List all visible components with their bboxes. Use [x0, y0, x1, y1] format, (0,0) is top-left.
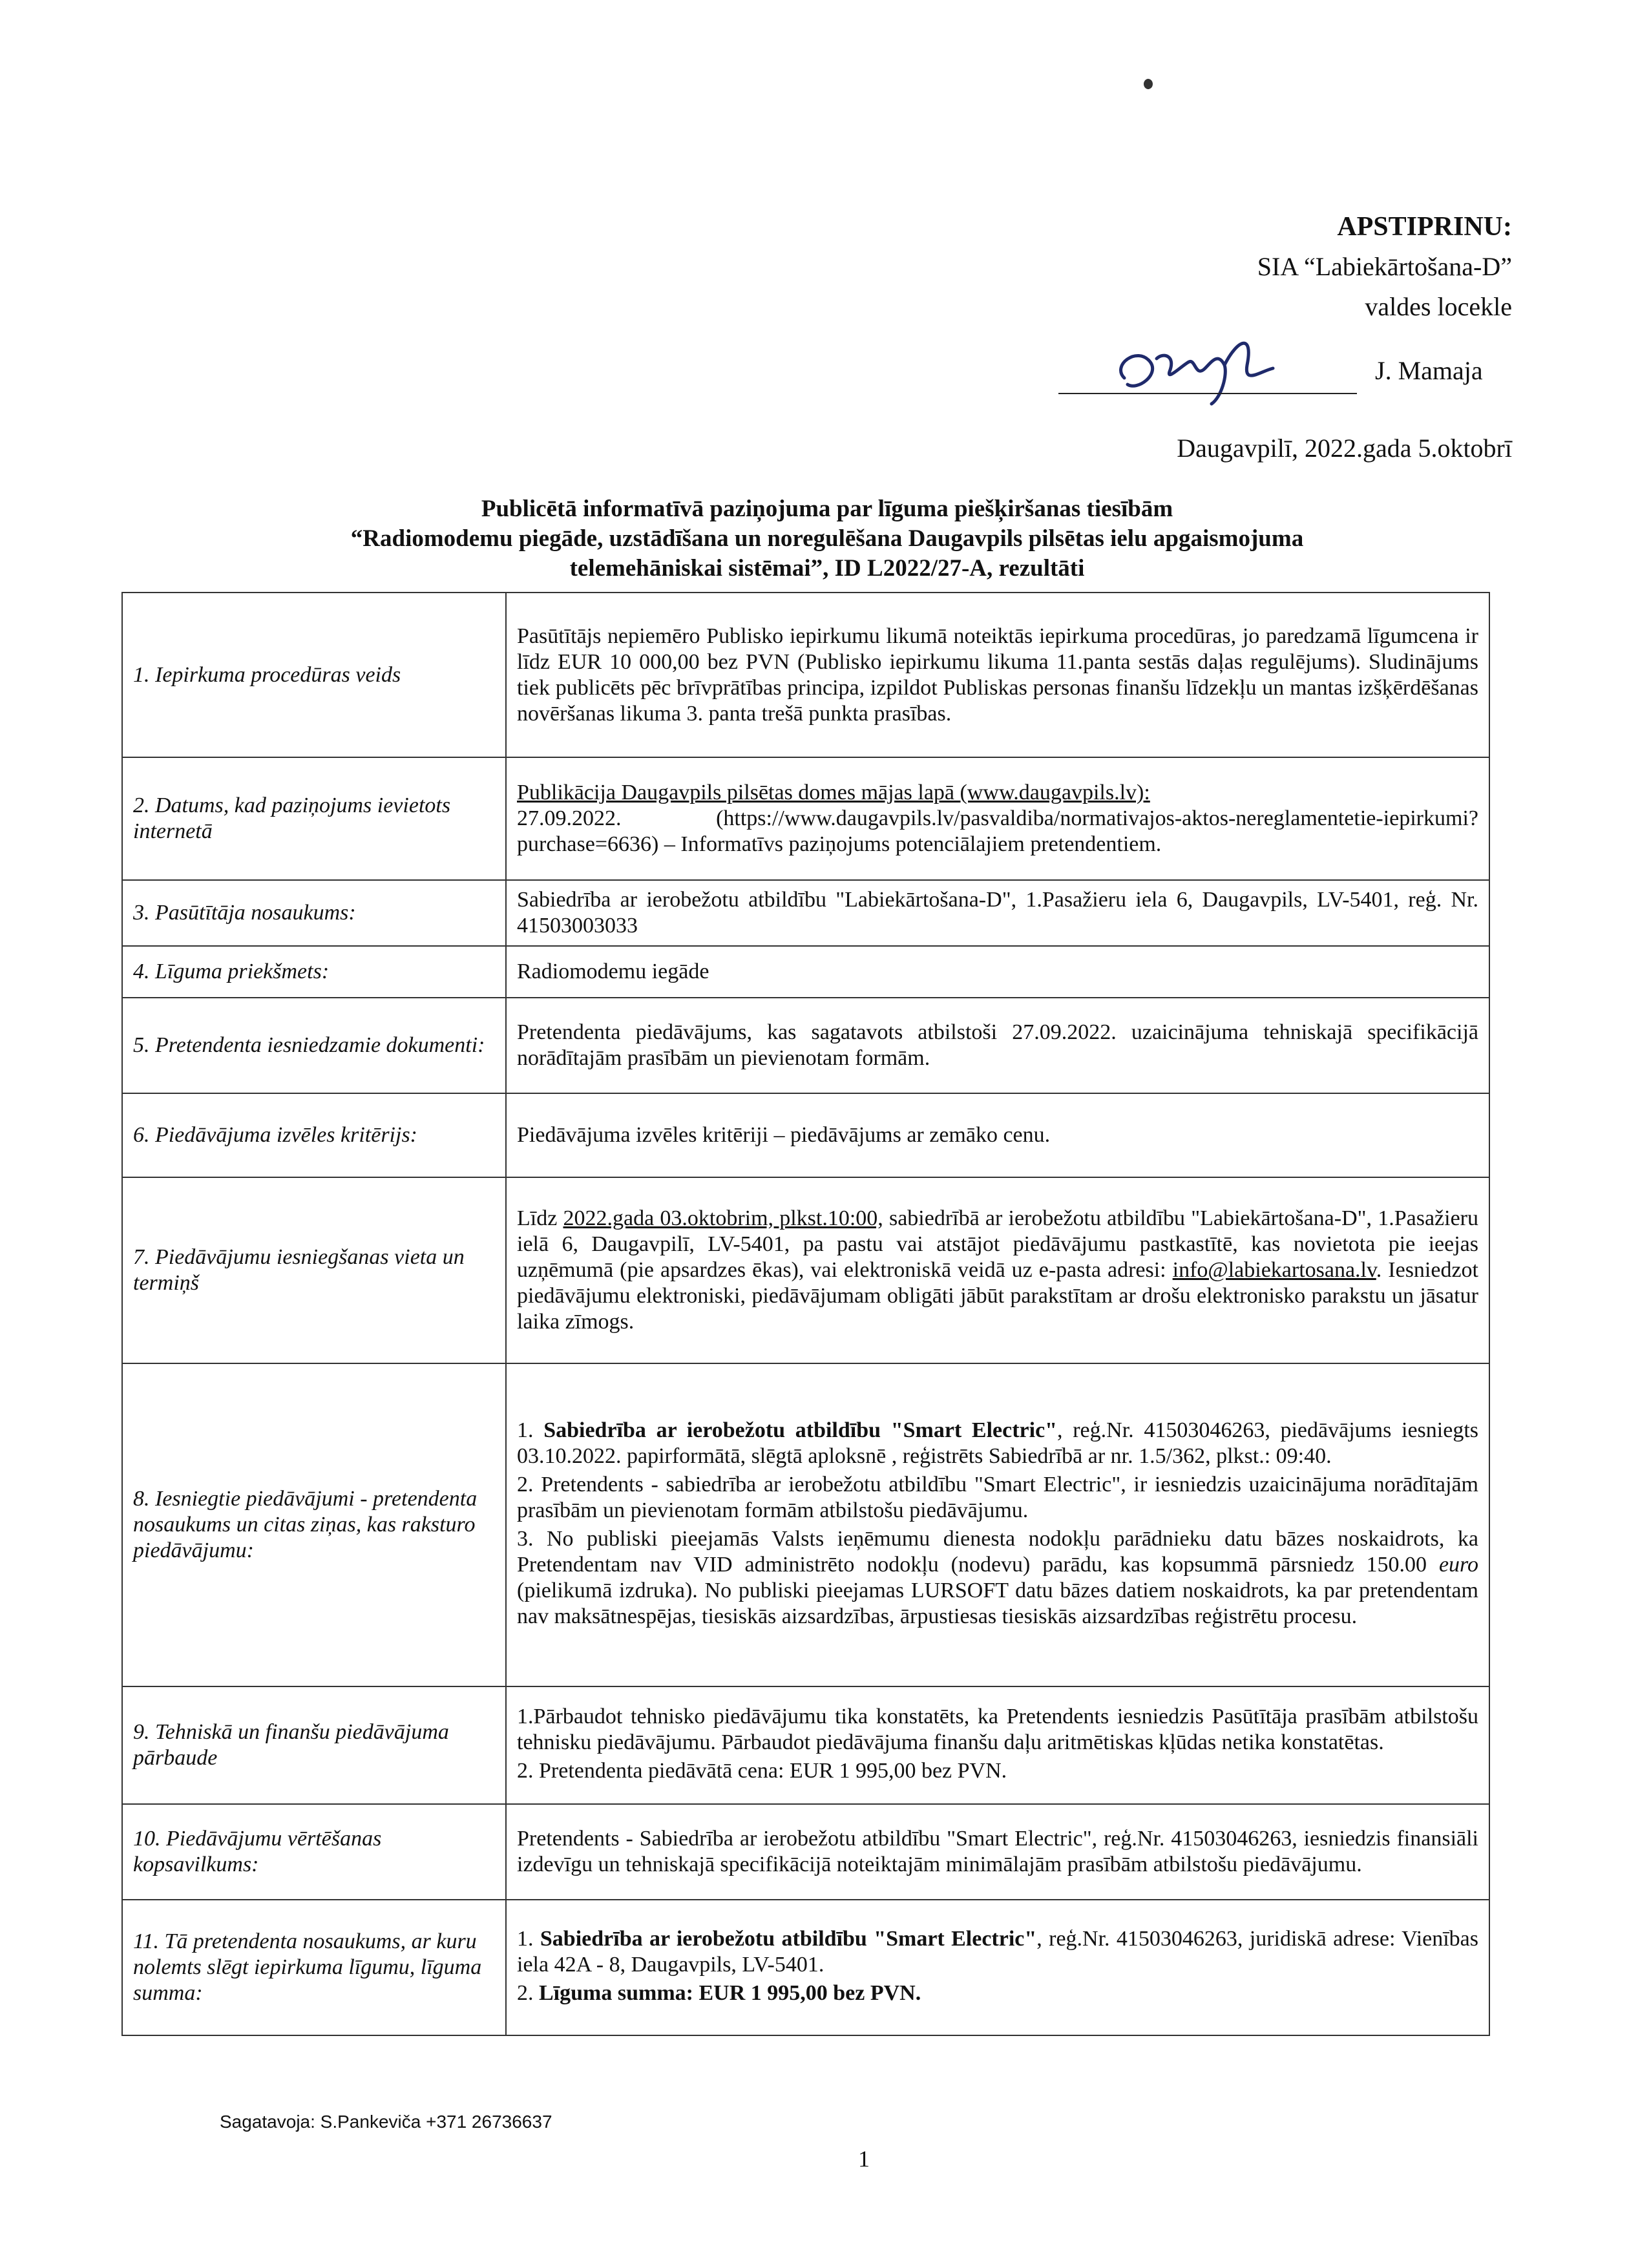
row-text: Pretendents - Sabiedrība ar ierobežotu atbildību "Smart Electric", reģ.Nr. 41503046263, iesniedzis finansiāli izdevīgu un tehniskajā specifikācijā noteiktajām minimālajām prasībām atbilstošu piedāvājumu. — [506, 1804, 1489, 1900]
signature-line — [1058, 393, 1357, 394]
row-text — [506, 757, 1489, 880]
table-row — [122, 593, 1489, 757]
approval-company: SIA “Labiekārtošana-D” — [1257, 252, 1512, 281]
check-paragraph-2: 2. Pretendenta piedāvātā cena: EUR 1 995,00 bez PVN. — [517, 1759, 1007, 1783]
row-label: 3. Pasūtītāja nosaukums: — [122, 880, 506, 946]
offer-paragraph-1 — [517, 1418, 1478, 1469]
row-label: 1. Iepirkuma procedūras veids — [122, 593, 506, 757]
title-line-1: Publicētā informatīvā paziņojuma par līguma piešķiršanas tiesībām — [481, 496, 1173, 522]
table-row — [122, 757, 1489, 880]
table-row — [122, 946, 1489, 998]
offer-details: , reģ.Nr. 41503046263, piedāvājums iesniegts 03.10.2022. papirformātā, slēgtā aploksnē , reģistrēts Sabiedrībā ar nr. 1.5/362, plkst.: 09:40. — [517, 1418, 1478, 1468]
offer-paragraph-3 — [517, 1526, 1478, 1630]
winner-paragraph-2 — [517, 1980, 1478, 2006]
table-row — [122, 1900, 1489, 2035]
submission-place: sabiedrībā ar ierobežotu atbildību "Labiekārtošana-D", 1.Pasažieru ielā 6, Daugavpilī, LV-5401, pa pastu vai atstājot piedāvājumu pastkastītē, kas novietota pie ieejas uzņēmumā (pie apsardzes ēkas), vai elektroniskā veidā uz e-pasta adresi: — [517, 1206, 1478, 1282]
sum-num: 2. — [517, 1981, 539, 2005]
prepared-by: Sagatavoja: S.Pankeviča +371 26736637 — [220, 2112, 552, 2132]
row-text — [506, 1900, 1489, 2035]
tax-check-text: 3. No publiski pieejamās Valsts ieņēmumu dienesta nodokļu parādnieku datu bāzes noskaidrots, ka Pretendentam nav VID administrēto nodokļu (nodevu) parādu, kas kopsummā pārsniedz 150.00 — [517, 1527, 1478, 1577]
row-label: 10. Piedāvājumu vērtēšanas kopsavilkums: — [122, 1804, 506, 1900]
winner-address: , reģ.Nr. 41503046263, juridiskā adrese: Vienības iela 42A - 8, Daugavpils, LV-5401. — [517, 1927, 1479, 1977]
page-number: 1 — [858, 2146, 870, 2172]
winner-num: 1. — [517, 1927, 540, 1951]
row-label: 4. Līguma priekšmets: — [122, 946, 506, 998]
table-row — [122, 1093, 1489, 1177]
lursoft-check-text: (pielikumā izdruka). No publiski pieejamas LURSOFT datu bāzes datiem noskaidrots, ka par pretendentam nav maksātnespējas, tiesiskās aizsardzības, ārpustiesas tiesiskās aizsardzības reģistrētu procesu. — [517, 1579, 1478, 1628]
row-text: Pretendenta piedāvājums, kas sagatavots atbilstoši 27.09.2022. uzaicinājuma tehniskajā specifikācijā norādītajām prasībām un pievienotam formām. — [506, 998, 1489, 1093]
row-text — [506, 1686, 1489, 1804]
winner-name: Sabiedrība ar ierobežotu atbildību "Smart Electric" — [540, 1927, 1037, 1951]
ink-dot — [1144, 79, 1153, 89]
handwritten-signature — [1098, 326, 1292, 410]
row-text — [506, 1363, 1489, 1686]
publication-details: 27.09.2022. (https://www.daugavpils.lv/pasvaldiba/normativajos-aktos-nereglamentetie-iepirkumi?purchase=6636) – Informatīvs paziņojums potenciālajiem pretendentiem. — [517, 806, 1478, 856]
table-row — [122, 998, 1489, 1093]
email-link[interactable]: info@labiekartosana.lv — [1172, 1258, 1376, 1282]
table-row — [122, 880, 1489, 946]
row-label: 2. Datums, kad paziņojums ievietots internetā — [122, 757, 506, 880]
document-title — [136, 494, 1518, 583]
row-label: 7. Piedāvājumu iesniegšanas vieta un termiņš — [122, 1177, 506, 1363]
contract-sum: Līguma summa: EUR 1 995,00 bez PVN. — [539, 1981, 921, 2005]
deadline-prefix: Līdz — [517, 1206, 563, 1230]
row-label: 11. Tā pretendenta nosaukums, ar kuru nolemts slēgt iepirkuma līgumu, līguma summa: — [122, 1900, 506, 2035]
deadline-date: 2022.gada 03.oktobrim, plkst.10:00, — [563, 1206, 883, 1230]
title-line-2: “Radiomodemu piegāde, uzstādīšana un noregulēšana Daugavpils pilsētas ielu apgaismojuma — [350, 525, 1304, 552]
signer-name: J. Mamaja — [1375, 356, 1483, 385]
row-text: Piedāvājuma izvēles kritēriji – piedāvājums ar zemāko cenu. — [506, 1093, 1489, 1177]
row-text: Radiomodemu iegāde — [506, 946, 1489, 998]
publication-link-text: Publikācija Daugavpils pilsētas domes mājas lapā (www.daugavpils.lv): — [517, 781, 1150, 804]
row-text — [506, 1177, 1489, 1363]
results-table — [121, 592, 1490, 2036]
offer-paragraph-2: 2. Pretendents - sabiedrība ar ierobežotu atbildību "Smart Electric", ir iesniedzis uzaicinājuma norādītajām prasībām un pievienotam formām atbilstošu piedāvājumu. — [517, 1473, 1478, 1522]
place-date: Daugavpilī, 2022.gada 5.oktobrī — [1177, 434, 1512, 463]
row-text: Pasūtītājs nepiemēro Publisko iepirkumu likumā noteiktās iepirkuma procedūras, jo paredzamā līgumcena ir līdz EUR 10 000,00 bez PVN (Publisko iepirkumu likuma 11.panta sestās daļas regulējums). Sludinājums tiek publicēts pēc brīvprātības principa, izpildot Publiskas personas finanšu līdzekļu un mantas izšķērdēšanas novēršanas likuma 3. panta trešā punkta prasības. — [506, 593, 1489, 757]
offer-num: 1. — [517, 1418, 544, 1442]
table-row — [122, 1177, 1489, 1363]
currency-word: euro — [1438, 1553, 1478, 1577]
winner-paragraph-1 — [517, 1926, 1478, 1978]
title-line-3: telemehāniskai sistēmai”, ID L2022/27-A, rezultāti — [569, 555, 1085, 582]
table-row — [122, 1804, 1489, 1900]
row-label: 6. Piedāvājuma izvēles kritērijs: — [122, 1093, 506, 1177]
row-label: 9. Tehniskā un finanšu piedāvājuma pārbaude — [122, 1686, 506, 1804]
check-paragraph-1: 1.Pārbaudot tehnisko piedāvājumu tika konstatēts, ka Pretendents iesniedzis Pasūtītāja prasībām atbilstošu tehnisku piedāvājumu. Pārbaudot piedāvājuma finanšu daļu aritmētiskas kļūdas netika konstatētas. — [517, 1705, 1478, 1754]
table-row — [122, 1363, 1489, 1686]
table-row — [122, 1686, 1489, 1804]
submission-note: . Iesniedzot piedāvājumu elektroniski, piedāvājumam obligāti jābūt parakstītam ar drošu elektronisko parakstu un jāsatur laika zīmogs. — [517, 1258, 1479, 1334]
row-text: Sabiedrība ar ierobežotu atbildību "Labiekārtošana-D", 1.Pasažieru iela 6, Daugavpils, LV-5401, reģ. Nr. 41503003033 — [506, 880, 1489, 946]
approval-position: valdes locekle — [1365, 292, 1512, 321]
approval-title: APSTIPRINU: — [1337, 212, 1512, 242]
bidder-name: Sabiedrība ar ierobežotu atbildību "Smart Electric" — [543, 1418, 1058, 1442]
approval-block — [1257, 207, 1512, 327]
row-label: 5. Pretendenta iesniedzamie dokumenti: — [122, 998, 506, 1093]
row-label: 8. Iesniegtie piedāvājumi - pretendenta nosaukums un citas ziņas, kas raksturo piedāvājumu: — [122, 1363, 506, 1686]
